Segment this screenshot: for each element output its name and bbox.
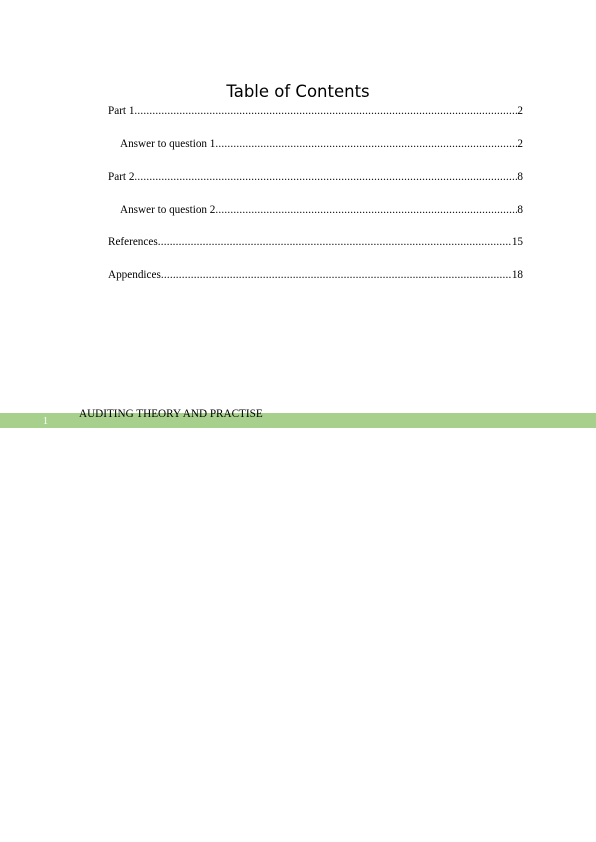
- toc-entry-page: 15: [511, 236, 523, 248]
- toc-entry-part-1[interactable]: [108, 104, 523, 118]
- toc-dot-leader: [215, 203, 517, 217]
- toc-entry-page: 8: [517, 204, 523, 216]
- toc-entry-page: 18: [511, 269, 523, 281]
- toc-entry-references[interactable]: [108, 235, 523, 249]
- toc-dot-leader: [134, 170, 517, 184]
- footer-running-title: AUDITING THEORY AND PRACTISE: [79, 408, 263, 420]
- toc-entry-page: 2: [517, 105, 523, 117]
- toc-entry-page: 2: [517, 138, 523, 150]
- toc-dot-leader: [134, 104, 517, 118]
- toc-entry-answer-1[interactable]: [120, 137, 523, 151]
- toc-entry-page: 8: [517, 171, 523, 183]
- toc-entry-answer-2[interactable]: [120, 203, 523, 217]
- toc-dot-leader: [215, 137, 517, 151]
- toc-entry-label: Part 1: [108, 105, 135, 117]
- footer-page-number: 1: [43, 416, 48, 427]
- toc-entry-label: Answer to question 2: [120, 204, 216, 216]
- toc-entry-label: References: [108, 236, 158, 248]
- toc-entry-part-2[interactable]: [108, 170, 523, 184]
- table-of-contents: [0, 0, 596, 300]
- toc-title: Table of Contents: [226, 82, 370, 101]
- toc-entry-label: Part 2: [108, 171, 135, 183]
- toc-dot-leader: [158, 235, 512, 249]
- toc-entry-label: Appendices: [108, 269, 161, 281]
- toc-entry-appendices[interactable]: [108, 268, 523, 282]
- toc-entry-label: Answer to question 1: [120, 138, 216, 150]
- toc-dot-leader: [161, 268, 512, 282]
